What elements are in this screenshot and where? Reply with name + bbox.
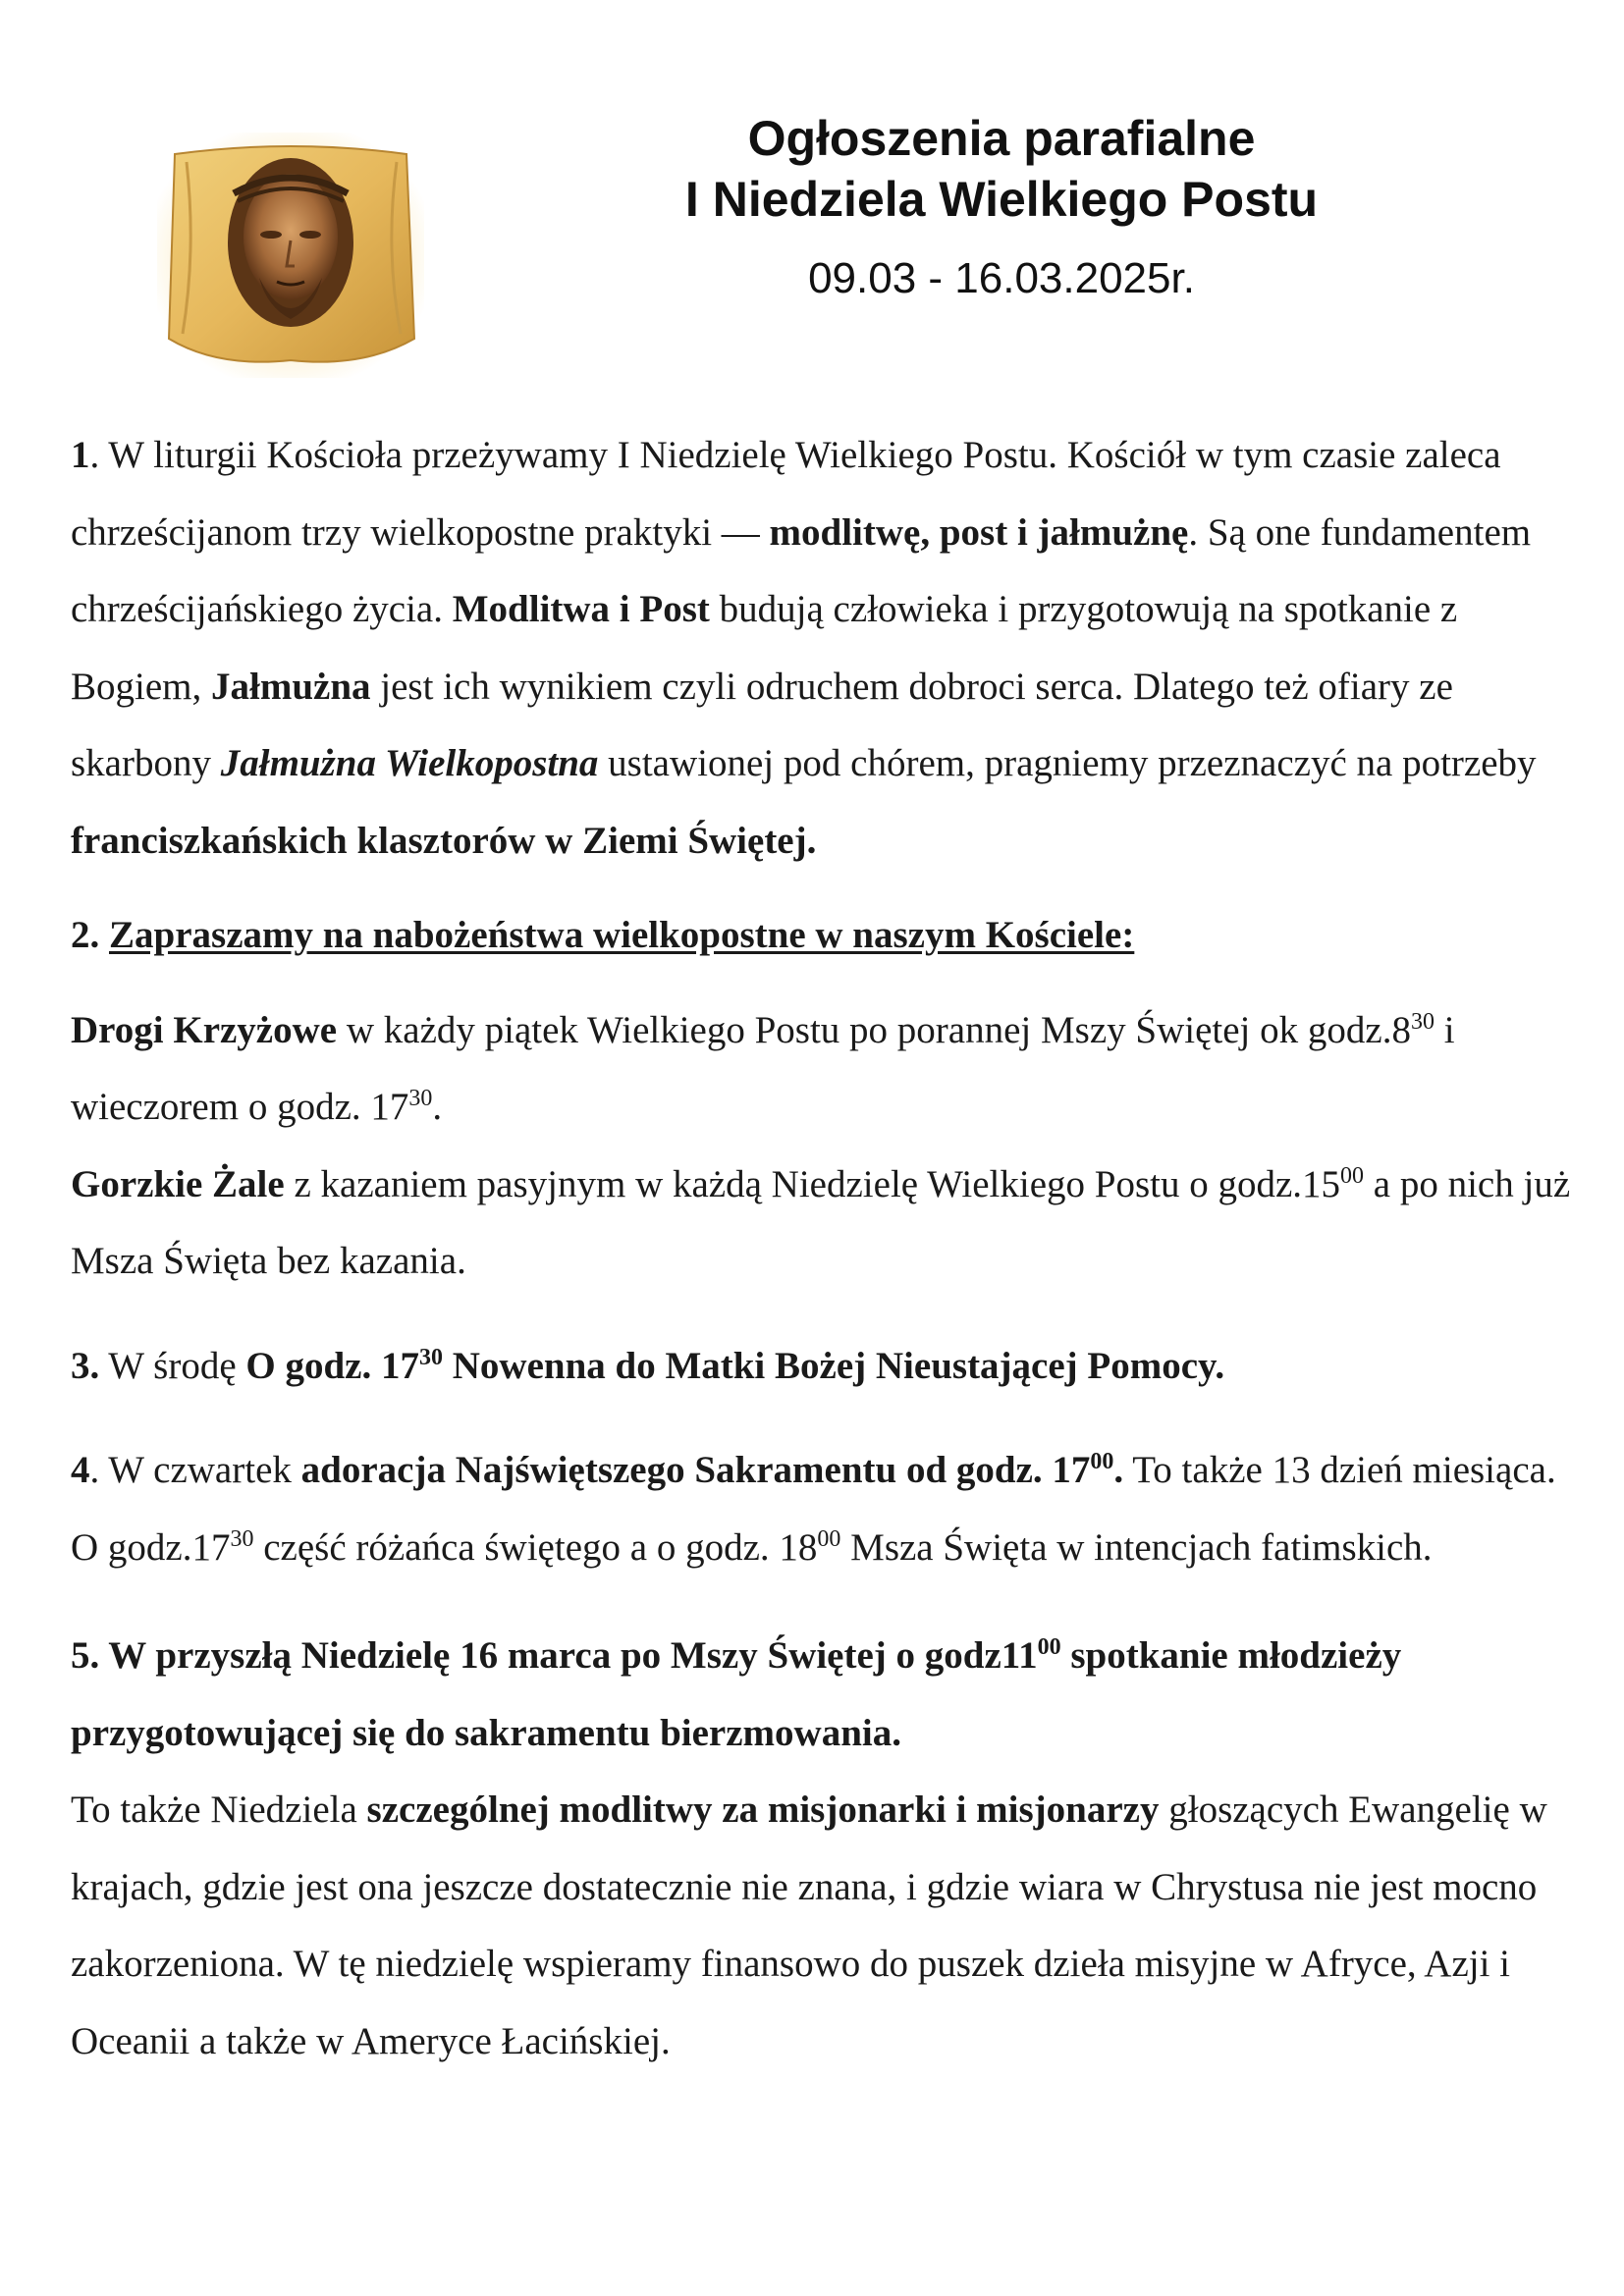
text: To także Niedziela <box>71 1789 367 1831</box>
text: z kazaniem pasyjnym w każdą Niedzielę Wielkiego Postu o godz.15 <box>284 1162 1341 1205</box>
text: i wieczorem o godz. 17 <box>71 1008 1455 1128</box>
announcement-1 <box>71 417 1573 880</box>
time-superscript: 30 <box>1410 1008 1435 1035</box>
section-heading: Zapraszamy na nabożeństwa wielkopostne w naszym Kościele: <box>109 914 1135 956</box>
announcement-number: 2. <box>71 914 109 956</box>
text: a po nich już Msza Święta bez kazania. <box>71 1162 1571 1282</box>
bold-text: franciszkańskich klasztorów w Ziemi Świętej. <box>71 819 817 862</box>
veil-of-veronica-icon <box>157 133 424 378</box>
title-block <box>550 108 1453 306</box>
bold-text: modlitwę, post i jałmużnę <box>769 510 1189 554</box>
page-title-line-1: Ogłoszenia parafialne <box>747 111 1256 166</box>
announcement-number: 4 <box>71 1449 90 1491</box>
bold-text: 5. W przyszłą Niedzielę 16 marca po Mszy Świętej o godz11 <box>71 1634 1038 1677</box>
bold-text: Jałmużna <box>211 665 371 708</box>
text: To także 13 dzień miesiąca. O godz.17 <box>71 1449 1556 1569</box>
time-superscript: 00 <box>1340 1162 1365 1189</box>
text: część różańca świętego a o godz. 18 <box>253 1525 818 1569</box>
text: . W liturgii Kościoła przeżywamy I Niedzielę Wielkiego Postu. Kościół w tym czasie zaleca chrześcijanom trzy wielkopostne praktyki — <box>71 434 1501 554</box>
bold-text: Drogi Krzyżowe <box>71 1008 338 1051</box>
time-superscript: 00 <box>817 1525 841 1552</box>
text: w każdy piątek Wielkiego Postu po porannej Mszy Świętej ok godz.8 <box>337 1008 1411 1051</box>
time-superscript: 30 <box>230 1525 254 1552</box>
text: . Są one fundamentem chrześcijańskiego życia. <box>71 510 1532 630</box>
text: . W czwartek <box>89 1449 301 1491</box>
text: Msza Święta w intencjach fatimskich. <box>840 1525 1433 1569</box>
bold-text: spotkanie młodzieży przygotowującej się do sakramentu bierzmowania. <box>71 1634 1402 1754</box>
page-title-line-2: I Niedziela Wielkiego Postu <box>684 172 1319 227</box>
text: ustawionej pod chórem, pragniemy przeznaczyć na potrzeby <box>598 742 1537 784</box>
bold-text: . <box>1113 1449 1124 1491</box>
bold-text: szczególnej modlitwy za misjonarki i misjonarzy <box>366 1789 1160 1831</box>
text: . <box>432 1086 443 1128</box>
announcement-2-gorzkie-zale <box>71 1147 1573 1301</box>
bold-text: Nowenna do Matki Bożej Nieustającej Pomocy. <box>442 1344 1225 1387</box>
time-superscript: 30 <box>418 1344 443 1370</box>
announcement-3 <box>71 1328 1573 1406</box>
bold-text: O godz. 17 <box>245 1344 419 1387</box>
announcement-2-heading <box>71 897 1573 975</box>
announcement-number: 1 <box>71 434 90 476</box>
date-range: 09.03 - 16.03.2025r. <box>808 254 1195 302</box>
text: głoszących Ewangelię w krajach, gdzie jest ona jeszcze dostatecznie nie znana, i gdzie wiara w Chrystusa nie jest mocno zakorzeniona. W tę niedzielę wspieramy finansowo do puszek dzieła misyjne w Afryce, Azji i Oceanii a także w Ameryce Łacińskiej. <box>71 1789 1547 2062</box>
bold-text: Gorzkie Żale <box>71 1162 285 1205</box>
time-superscript: 00 <box>1037 1634 1061 1660</box>
announcement-number: 3. <box>71 1344 100 1387</box>
announcements-body <box>71 417 1573 2080</box>
bold-text: adoracja Najświętszego Sakramentu od godz. 17 <box>300 1449 1091 1491</box>
time-superscript: 00 <box>1090 1449 1114 1474</box>
announcement-5 <box>71 1618 1573 1772</box>
text: W środę <box>99 1344 246 1387</box>
announcement-2-stations-of-cross <box>71 992 1573 1147</box>
time-superscript: 30 <box>408 1086 433 1111</box>
announcement-5-missions <box>71 1772 1573 2080</box>
text: jest ich wynikiem czyli odruchem dobroci serca. Dlatego też ofiary ze skarbony <box>71 665 1453 784</box>
bold-text: Modlitwa i Post <box>452 588 710 630</box>
header <box>0 0 1624 412</box>
text: budują człowieka i przygotowują na spotkanie z Bogiem, <box>71 588 1458 708</box>
bold-italic-text: Jałmużna Wielkopostna <box>220 742 599 784</box>
announcement-4 <box>71 1432 1573 1586</box>
